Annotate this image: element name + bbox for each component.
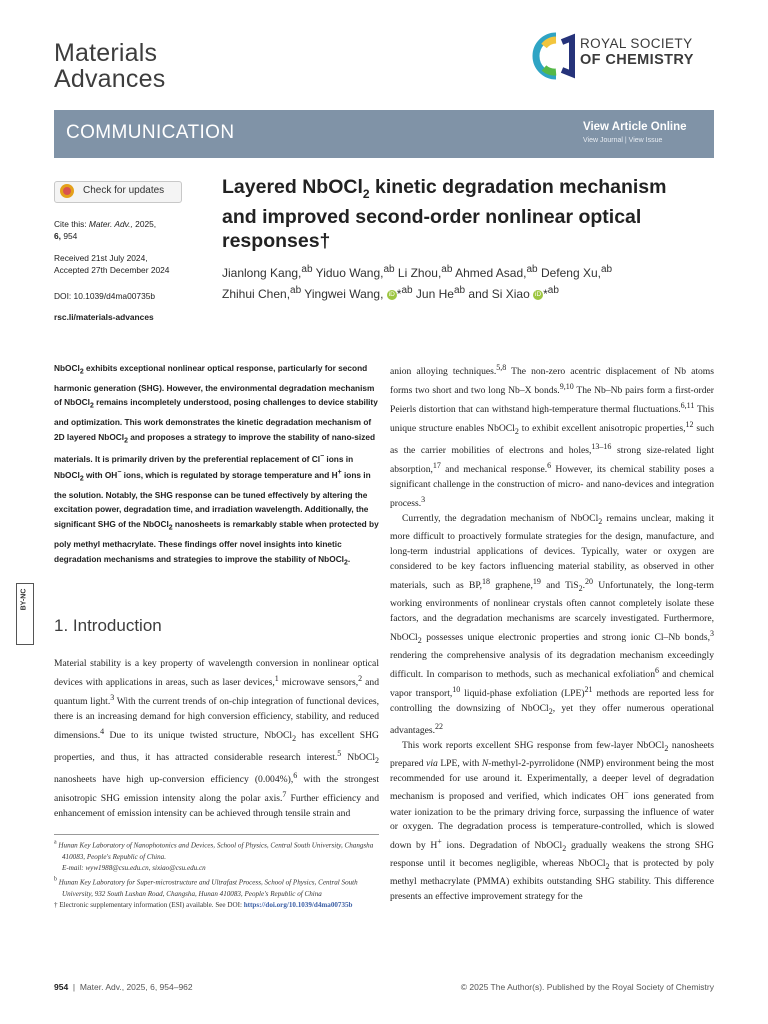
journal-issue-links: View Journal | View Issue — [583, 137, 663, 144]
cite-label: Cite this: — [54, 219, 87, 229]
publisher-line1: ROYAL SOCIETY — [580, 36, 693, 51]
article-title — [222, 176, 702, 253]
check-updates-icon-inner — [63, 187, 71, 195]
accepted-date: Accepted 27th December 2024 — [54, 265, 170, 275]
license-label: BY-NC — [20, 588, 28, 611]
affiliation-b: Hunan Key Laboratory for Super-microstructure and Ultrafast Process, School of Physics, Central South University, 932 South Lushan Road, Changsha, Hunan 410083, People's Republic of China — [58, 878, 358, 898]
check-for-updates-label[interactable]: Check for updates — [83, 185, 165, 196]
publisher-name — [580, 36, 694, 68]
footer-citation: Mater. Adv., 2025, 6, 954–962 — [79, 982, 193, 992]
article-type: COMMUNICATION — [66, 122, 235, 143]
cite-page: 954 — [63, 231, 78, 241]
section-heading-introduction: 1. Introduction — [54, 616, 162, 635]
view-issue-link[interactable]: View Issue — [628, 137, 663, 144]
intro-text-left: Material stability is a key property of wavelength conversion in nonlinear optical devices with applications in areas, such as laser devices,$^1$ microwave sensors,$^2$ and quantum light.$^3$ With the current trends of on-chip integration of functional devices, there is an increasing demand for high conversion efficiency, stability, and reduced dimensions.$^4$ Due to its unique twisted structure, NbOCl$_2$ has excellent SHG properties, and thus, it has attracted considerable research interest.$^5$ NbOCl$_2$ nanosheets have high up-conversion efficiency (0.004%),$^6$ with the strongest anisotropic SHG emission intensity along the polar axis.$^7$ Further efficiency and enhancement of emission intensity can be achieved through tensile strain and — [54, 658, 379, 820]
dates — [54, 252, 169, 276]
view-journal-link[interactable]: View Journal — [583, 137, 623, 144]
footnote-divider — [54, 834, 379, 835]
title-line1-end: kinetic degradation mechanism — [369, 176, 667, 198]
email[interactable]: E-mail: wyw1988@csu.edu.cn, sixiao@csu.edu.cn — [62, 864, 206, 873]
title-line3: responses† — [222, 229, 331, 252]
page-number: 954 — [54, 982, 69, 992]
cite-journal: Mater. Adv., — [88, 219, 133, 229]
publisher-line2: OF CHEMISTRY — [580, 52, 694, 68]
orcid-icon[interactable]: iD — [535, 290, 542, 298]
cite-volume: 6, — [54, 231, 61, 241]
view-article-online-link[interactable]: View Article Online — [583, 121, 687, 133]
journal-name-line1: Materials — [54, 39, 158, 67]
journal-name — [54, 40, 165, 92]
title-line1: Layered NbOCl — [222, 176, 363, 198]
title-line2: and improved second-order nonlinear optical — [222, 206, 642, 229]
orcid-icon[interactable]: iD — [388, 290, 395, 298]
esi-doi-link[interactable]: https://doi.org/10.1039/d4ma00735b — [243, 901, 353, 910]
copyright: © 2025 The Author(s). Published by the Royal Society of Chemistry — [460, 982, 714, 992]
page-footer-left: 954 | Mater. Adv., 2025, 6, 954–962 — [54, 982, 193, 992]
citation-info — [54, 218, 156, 242]
received-date: Received 21st July 2024, — [54, 253, 148, 263]
journal-url[interactable]: rsc.li/materials-advances — [54, 312, 154, 322]
cite-year: 2025, — [135, 219, 157, 229]
affiliation-a: Hunan Key Laboratory of Nanophotonics and Devices, School of Physics, Central South University, Changsha 410083, People's Republic of China. — [58, 841, 374, 861]
title-sub: 2 — [362, 186, 370, 201]
esi-note: † Electronic supplementary information (ESI) available. See DOI: — [54, 901, 242, 910]
doi[interactable]: DOI: 10.1039/d4ma00735b — [54, 291, 156, 301]
intro-text-right: anion alloying techniques.$^{5,8}$ The non-zero acentric displacement of Nb atoms forms two short and two long Nb–X bonds.$^{9,10}$ The Nb–Nb pairs form a first-order Peierls distortion that can withstand high-temperature thermal fluctuations.$^{6,11}$ This unique structure enables NbOCl$_2$ to exhibit excellent anisotropic properties,$^{12}$ such as the carrier mobilities of electrons and holes,$^{13-16}$ strong size-related light absorption,$^{17}$ and mechanical response.$^6$ However, its chemical stability poses a significant challenge in the construction of micro- and nano-devices and integration process.$^3$ Currently, the degradation mechanism of NbOCl$_2$ remains unclear, making it more difficult to proactively formulate strategies for the design, manufacture, and long-term industrial applications of devices. Typically, water or oxygen are considered to be key factors influencing material stability, as observed in other materials, such as BP,$^{18}$ graphene,$^{19}$ and TiS$_2$.$^{20}$ Unfortunately, the long-term working environments of nonlinear crystals often cannot completely isolate these factors, and the degradation mechanisms are scarcely investigated. Furthermore, NbOCl$_2$ possesses unique electronic properties and strong ionic Cl–Nb bonds,$^3$ rendering the comprehensive analysis of its degradation mechanism exceedingly difficult. In comparison to methods, such as mechanical exfoliation$^6$ and chemical vapor transport,$^{10}$ liquid-phase exfoliation (LPE)$^{21}$ methods are reported less for controlling the downsizing of NbOCl$_2$, yet they offer numerous operational advantages.$^{22}$ This work reports excellent SHG response from few-layer NbOCl$_2$ nanosheets prepared via LPE, with N-methyl-2-pyrrolidone (NMP) environment being the most recommended for use around it. Experimentally, a deeper level of degradation mechanism is proposed and verified, which indicates OH− ions generated from water ionization to be the primary driving force, surpassing the influence of water or oxygen. The degradation process is temperature-controlled, which is slowed down by H+ ions. Degradation of NbOCl$_2$ gradually weakens the strong SHG response until it becomes negligible, whereas NbOCl$_2$ that is protected by poly methyl methacrylate (PMMA) exhibits outstanding SHG stability. This difference presents an effective improvement strategy for the — [390, 363, 715, 903]
abstract: NbOCl$_2$ exhibits exceptional nonlinear optical response, particularly for second harmonic generation (SHG). However, the environmental degradation mechanism of NbOCl$_2$ remains incompletely understood, posing challenges to device stability and optimization. This work demonstrates the kinetic degradation mechanism of 2D layered NbOCl$_2$ and proposes a strategy to improve the stability of nano-sized materials. It is primarily driven by the preferential replacement of Cl− ions in NbOCl$_2$ with OH− ions, which is regulated by storage temperature and H+ ions in the solution. Notably, the SHG response can be tuned effectively by altering the excitation power, degradation time, and irradiation wavelength. Additionally, the significant SHG of the NbOCl$_2$ nanosheets is remarkably stable when protected by poly methyl methacrylate. These findings offer novel insights into kinetic degradation mechanisms and strategies to improve the stability of NbOCl$_2$. — [54, 363, 379, 567]
footnotes: $^a$ Hunan Key Laboratory of Nanophotonics and Devices, School of Physics, Central South University, Changsha 410083, People's Republic of China. E-mail: wyw1988@csu.edu.cn, sixiao@csu.edu.cn $^b$ Hunan Key Laboratory for Super-microstructure and Ultrafast Process, School of Physics, Central South University, 932 South Lushan Road, Changsha, Hunan 410083, People's Republic of China † Electronic supplementary information (ESI) available. See DOI: https://doi.org/10.1039/d4ma00735b — [54, 838, 379, 912]
journal-name-line2: Advances — [54, 65, 166, 93]
author-list: Jianlong Kang,$^{ab}$ Yiduo Wang,$^{ab}$ Li Zhou,$^{ab}$ Ahmed Asad,$^{ab}$ Defeng Xu,$^{ab}$ Zhihui Chen,$^{ab}$ Yingwei Wang, iD *$^{ab}$ Jun $He^{ab}$ and Si Xiao iD *$^{ab}$ — [222, 264, 613, 301]
